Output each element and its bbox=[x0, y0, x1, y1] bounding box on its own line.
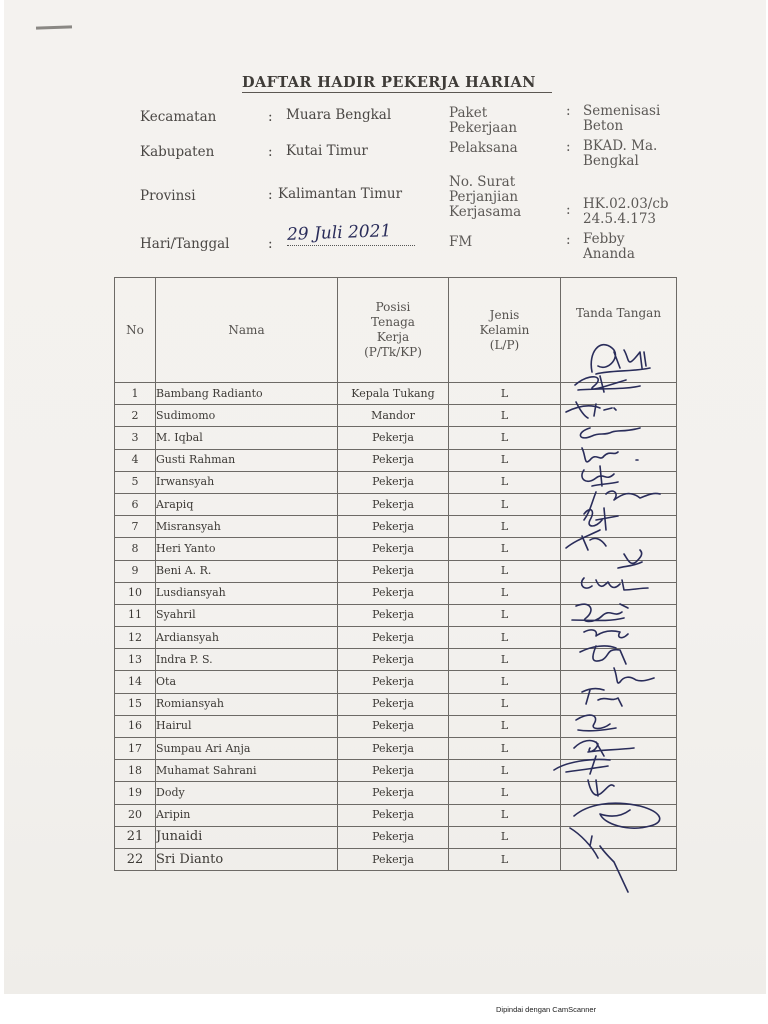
row-jenis-kelamin: L bbox=[449, 427, 561, 449]
table-row bbox=[115, 383, 677, 405]
paket-value-1: Semenisasi bbox=[583, 103, 661, 119]
row-posisi: Pekerja bbox=[338, 671, 449, 693]
table-header-row bbox=[115, 278, 677, 383]
row-jenis-kelamin: L bbox=[449, 804, 561, 826]
row-posisi: Pekerja bbox=[338, 760, 449, 782]
row-tanda-tangan bbox=[561, 782, 677, 804]
pelaksana-sep: : bbox=[566, 139, 571, 155]
row-no: 10 bbox=[115, 582, 156, 604]
kecamatan-label: Kecamatan bbox=[140, 109, 217, 125]
table-row bbox=[115, 649, 677, 671]
row-nama: Syahril bbox=[156, 604, 338, 626]
fm-label: FM bbox=[449, 234, 473, 250]
row-posisi: Pekerja bbox=[338, 627, 449, 649]
fm-value-1: Febby bbox=[583, 231, 625, 247]
row-posisi: Pekerja bbox=[338, 848, 449, 870]
row-posisi: Pekerja bbox=[338, 560, 449, 582]
row-posisi: Pekerja bbox=[338, 582, 449, 604]
row-jenis-kelamin: L bbox=[449, 782, 561, 804]
header-posisi-line: (P/Tk/KP) bbox=[364, 345, 422, 359]
row-jenis-kelamin: L bbox=[449, 848, 561, 870]
table-row bbox=[115, 738, 677, 760]
row-nama: Sudimomo bbox=[156, 405, 338, 427]
surat-value-2: 24.5.4.173 bbox=[583, 211, 656, 227]
provinsi-value: Kalimantan Timur bbox=[278, 186, 403, 202]
surat-label-2: Perjanjian bbox=[449, 189, 519, 205]
row-nama: Hairul bbox=[156, 715, 338, 737]
row-jenis-kelamin: L bbox=[449, 471, 561, 493]
table-row bbox=[115, 560, 677, 582]
paket-label-2: Pekerjaan bbox=[449, 120, 518, 136]
header-jenis-line: Kelamin bbox=[479, 322, 530, 337]
row-no: 5 bbox=[115, 471, 156, 493]
header-posisi-line: Posisi bbox=[375, 300, 411, 314]
row-nama: Romiansyah bbox=[156, 693, 338, 715]
row-nama: Sumpau Ari Anja bbox=[156, 738, 338, 760]
row-nama: Ardiansyah bbox=[156, 627, 338, 649]
row-tanda-tangan bbox=[561, 715, 677, 737]
row-nama: Heri Yanto bbox=[156, 538, 338, 560]
tanggal-dotted-line bbox=[287, 245, 415, 246]
table-row bbox=[115, 427, 677, 449]
kecamatan-sep: : bbox=[268, 109, 273, 125]
table-row bbox=[115, 715, 677, 737]
row-no: 6 bbox=[115, 493, 156, 515]
row-jenis-kelamin: L bbox=[449, 738, 561, 760]
table-row bbox=[115, 405, 677, 427]
provinsi-label: Provinsi bbox=[140, 188, 196, 204]
table-row bbox=[115, 493, 677, 515]
row-posisi: Pekerja bbox=[338, 782, 449, 804]
header-no: No bbox=[115, 278, 156, 383]
surat-label-1: No. Surat bbox=[449, 174, 516, 190]
row-nama: Junaidi bbox=[156, 826, 338, 848]
row-no: 2 bbox=[115, 405, 156, 427]
row-nama: Ota bbox=[156, 671, 338, 693]
row-nama: Indra P. S. bbox=[156, 649, 338, 671]
row-no: 20 bbox=[115, 804, 156, 826]
fm-sep: : bbox=[566, 232, 571, 248]
row-jenis-kelamin: L bbox=[449, 760, 561, 782]
surat-sep: : bbox=[566, 202, 571, 218]
table-row bbox=[115, 782, 677, 804]
row-no: 17 bbox=[115, 738, 156, 760]
row-nama: Muhamat Sahrani bbox=[156, 760, 338, 782]
row-tanda-tangan bbox=[561, 760, 677, 782]
paket-value-2: Beton bbox=[583, 118, 624, 134]
row-no: 3 bbox=[115, 427, 156, 449]
row-posisi: Pekerja bbox=[338, 604, 449, 626]
row-no: 11 bbox=[115, 604, 156, 626]
kabupaten-label: Kabupaten bbox=[140, 144, 215, 160]
row-tanda-tangan bbox=[561, 560, 677, 582]
header-posisi-line: Tenaga bbox=[371, 315, 415, 329]
row-jenis-kelamin: L bbox=[449, 693, 561, 715]
row-no: 22 bbox=[115, 848, 156, 870]
row-posisi: Pekerja bbox=[338, 493, 449, 515]
row-jenis-kelamin: L bbox=[449, 493, 561, 515]
row-jenis-kelamin: L bbox=[449, 538, 561, 560]
row-jenis-kelamin: L bbox=[449, 604, 561, 626]
row-tanda-tangan bbox=[561, 493, 677, 515]
table-row bbox=[115, 538, 677, 560]
fm-value-2: Ananda bbox=[583, 246, 635, 262]
row-nama: Beni A. R. bbox=[156, 560, 338, 582]
row-posisi: Mandor bbox=[338, 405, 449, 427]
row-jenis-kelamin: L bbox=[449, 627, 561, 649]
row-tanda-tangan bbox=[561, 804, 677, 826]
row-jenis-kelamin: L bbox=[449, 715, 561, 737]
table-row bbox=[115, 760, 677, 782]
row-no: 9 bbox=[115, 560, 156, 582]
pen-mark bbox=[36, 25, 72, 29]
surat-label-3: Kerjasama bbox=[449, 204, 522, 220]
pelaksana-value-1: BKAD. Ma. bbox=[583, 138, 658, 154]
row-posisi: Pekerja bbox=[338, 804, 449, 826]
header-jenis-kelamin bbox=[449, 278, 561, 383]
row-jenis-kelamin: L bbox=[449, 671, 561, 693]
row-tanda-tangan bbox=[561, 427, 677, 449]
row-posisi: Pekerja bbox=[338, 427, 449, 449]
table-row bbox=[115, 848, 677, 870]
row-jenis-kelamin: L bbox=[449, 560, 561, 582]
table-row bbox=[115, 627, 677, 649]
row-nama: Arapiq bbox=[156, 493, 338, 515]
row-nama: Gusti Rahman bbox=[156, 449, 338, 471]
row-no: 15 bbox=[115, 693, 156, 715]
row-nama: Aripin bbox=[156, 804, 338, 826]
row-jenis-kelamin: L bbox=[449, 826, 561, 848]
row-tanda-tangan bbox=[561, 604, 677, 626]
scanner-footer: Dipindai dengan CamScanner bbox=[496, 1005, 597, 1014]
header-posisi bbox=[338, 278, 449, 383]
row-posisi: Kepala Tukang bbox=[338, 383, 449, 405]
document-title: DAFTAR HADIR PEKERJA HARIAN bbox=[242, 74, 552, 93]
row-nama: Irwansyah bbox=[156, 471, 338, 493]
row-jenis-kelamin: L bbox=[449, 449, 561, 471]
surat-value-1: HK.02.03/cb bbox=[583, 196, 669, 212]
row-nama: M. Iqbal bbox=[156, 427, 338, 449]
row-no: 16 bbox=[115, 715, 156, 737]
row-jenis-kelamin: L bbox=[449, 649, 561, 671]
row-no: 7 bbox=[115, 516, 156, 538]
row-tanda-tangan bbox=[561, 449, 677, 471]
row-nama: Dody bbox=[156, 782, 338, 804]
row-no: 12 bbox=[115, 627, 156, 649]
row-tanda-tangan bbox=[561, 848, 677, 870]
row-nama: Lusdiansyah bbox=[156, 582, 338, 604]
header-nama: Nama bbox=[156, 278, 338, 383]
row-posisi: Pekerja bbox=[338, 826, 449, 848]
row-no: 18 bbox=[115, 760, 156, 782]
row-nama: Bambang Radianto bbox=[156, 383, 338, 405]
table-row bbox=[115, 804, 677, 826]
row-tanda-tangan bbox=[561, 405, 677, 427]
row-tanda-tangan bbox=[561, 738, 677, 760]
table-row bbox=[115, 582, 677, 604]
table-row bbox=[115, 693, 677, 715]
paket-label-1: Paket bbox=[449, 105, 488, 121]
row-no: 13 bbox=[115, 649, 156, 671]
row-no: 4 bbox=[115, 449, 156, 471]
row-tanda-tangan bbox=[561, 516, 677, 538]
row-jenis-kelamin: L bbox=[449, 516, 561, 538]
row-posisi: Pekerja bbox=[338, 738, 449, 760]
row-nama: Sri Dianto bbox=[156, 848, 338, 870]
kecamatan-value: Muara Bengkal bbox=[286, 107, 392, 123]
row-posisi: Pekerja bbox=[338, 715, 449, 737]
header-jenis-line: (L/P) bbox=[489, 337, 520, 352]
header-posisi-line: Kerja bbox=[376, 330, 410, 344]
row-posisi: Pekerja bbox=[338, 538, 449, 560]
row-posisi: Pekerja bbox=[338, 449, 449, 471]
row-tanda-tangan bbox=[561, 383, 677, 405]
row-no: 1 bbox=[115, 383, 156, 405]
pelaksana-label: Pelaksana bbox=[449, 140, 518, 156]
table-row bbox=[115, 449, 677, 471]
tanggal-handwritten-value: 29 Juli 2021 bbox=[286, 221, 392, 245]
tanggal-sep: : bbox=[268, 236, 273, 252]
row-tanda-tangan bbox=[561, 538, 677, 560]
row-jenis-kelamin: L bbox=[449, 582, 561, 604]
row-no: 21 bbox=[115, 826, 156, 848]
row-nama: Misransyah bbox=[156, 516, 338, 538]
kabupaten-sep: : bbox=[268, 144, 273, 160]
provinsi-sep: : bbox=[268, 187, 273, 203]
row-no: 19 bbox=[115, 782, 156, 804]
row-tanda-tangan bbox=[561, 649, 677, 671]
kabupaten-value: Kutai Timur bbox=[286, 143, 368, 159]
row-no: 14 bbox=[115, 671, 156, 693]
row-tanda-tangan bbox=[561, 582, 677, 604]
table-row bbox=[115, 826, 677, 848]
pelaksana-value-2: Bengkal bbox=[583, 153, 639, 169]
row-no: 8 bbox=[115, 538, 156, 560]
row-tanda-tangan bbox=[561, 671, 677, 693]
row-jenis-kelamin: L bbox=[449, 383, 561, 405]
table-row bbox=[115, 604, 677, 626]
attendance-table bbox=[114, 277, 677, 871]
row-posisi: Pekerja bbox=[338, 649, 449, 671]
row-tanda-tangan bbox=[561, 693, 677, 715]
table-row bbox=[115, 671, 677, 693]
row-jenis-kelamin: L bbox=[449, 405, 561, 427]
paket-sep: : bbox=[566, 103, 571, 119]
row-tanda-tangan bbox=[561, 627, 677, 649]
header-jenis-line: Jenis bbox=[489, 307, 520, 322]
header-tanda-tangan: Tanda Tangan bbox=[561, 278, 677, 383]
row-tanda-tangan bbox=[561, 826, 677, 848]
tanggal-label: Hari/Tanggal bbox=[140, 236, 230, 252]
row-posisi: Pekerja bbox=[338, 471, 449, 493]
row-posisi: Pekerja bbox=[338, 516, 449, 538]
table-row bbox=[115, 471, 677, 493]
row-posisi: Pekerja bbox=[338, 693, 449, 715]
table-row bbox=[115, 516, 677, 538]
row-tanda-tangan bbox=[561, 471, 677, 493]
